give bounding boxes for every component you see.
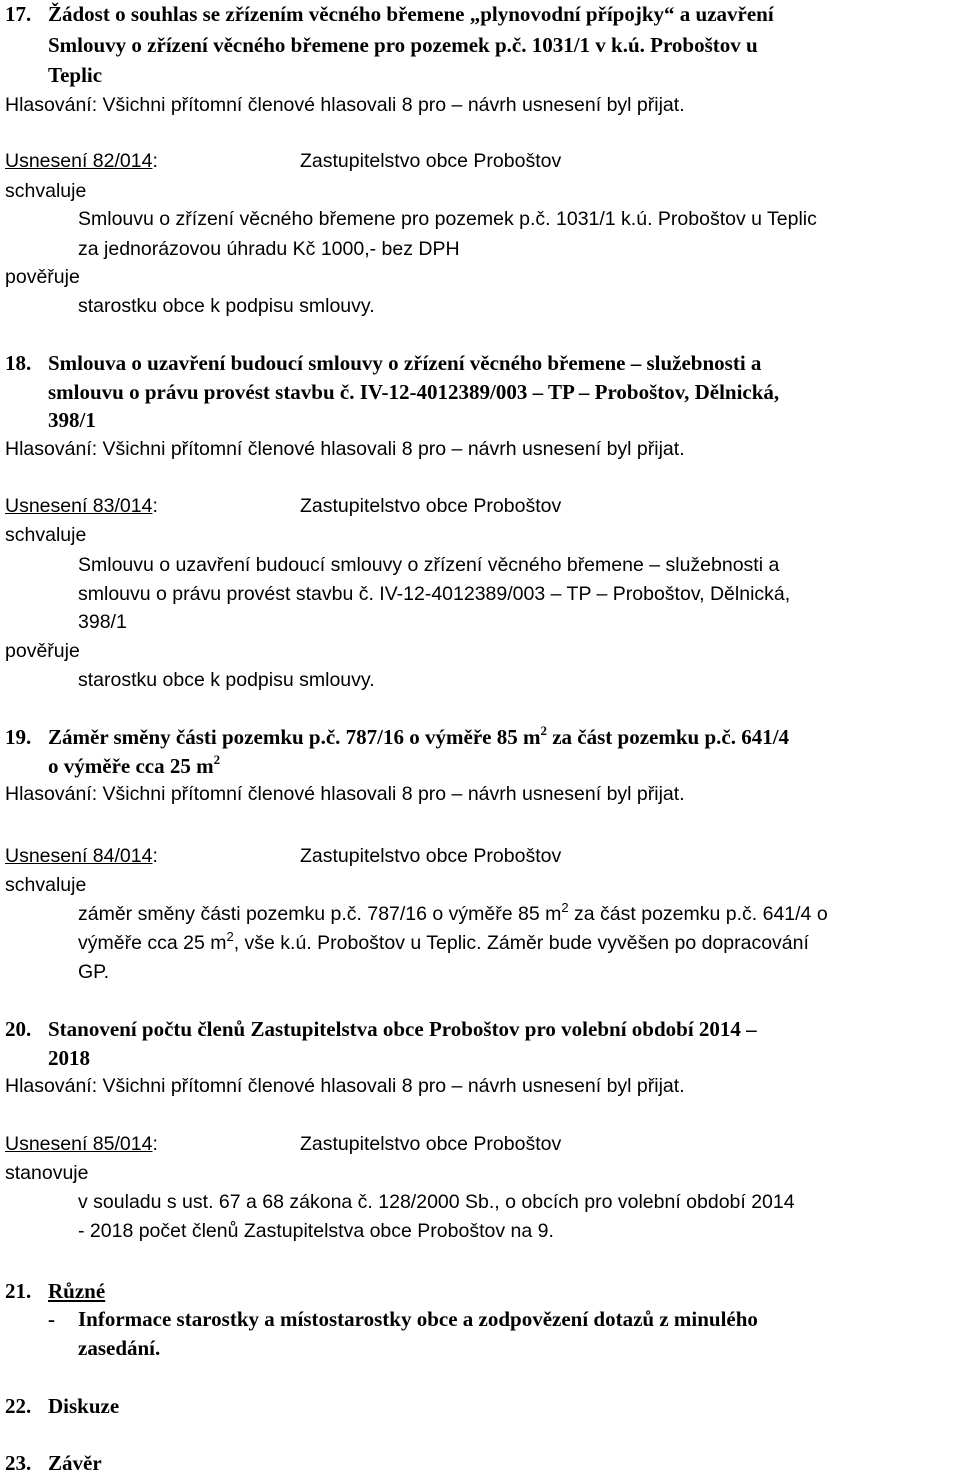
resolution-85-body: Zastupitelstvo obce Proboštov bbox=[300, 1133, 562, 1155]
resolution-84-text-line-3: GP. bbox=[78, 961, 110, 983]
item-19-title-2-sup: 2 bbox=[213, 752, 221, 767]
resolution-85-text-line-2: - 2018 počet členů Zastupitelstva obce Proboštov na 9. bbox=[78, 1220, 554, 1242]
resolution-82-label bbox=[5, 147, 158, 175]
item-19-title-line-1 bbox=[48, 723, 789, 751]
item-21-subitem-line-2: zasedání. bbox=[78, 1336, 161, 1360]
item-18-title-line-2: smlouvu o právu provést stavbu č. IV-12-4012389/003 – TP – Proboštov, Dělnická, bbox=[48, 380, 780, 404]
resolution-85-colon: : bbox=[152, 1133, 158, 1155]
resolution-85-text-line-1: v souladu s ust. 67 a 68 zákona č. 128/2000 Sb., o obcích pro volební období 2014 bbox=[78, 1191, 795, 1213]
item-21-bullet: - bbox=[48, 1307, 55, 1331]
resolution-84-number: Usnesení 84/014 bbox=[5, 845, 153, 867]
item-20-number: 20. bbox=[5, 1017, 32, 1041]
item-17-number: 17. bbox=[5, 2, 32, 26]
resolution-83-number: Usnesení 83/014 bbox=[5, 495, 153, 517]
item-23-number: 23. bbox=[5, 1451, 32, 1475]
item-20-title-line-1: Stanovení počtu členů Zastupitelstva obce Proboštov pro volební období 2014 – bbox=[48, 1017, 757, 1041]
resolution-84-text-line-2 bbox=[78, 929, 809, 957]
resolution-83-text-line-1: Smlouvu o uzavření budoucí smlouvy o zřízení věcného břemene – služebnosti a bbox=[78, 554, 780, 576]
item-20-title-line-2: 2018 bbox=[48, 1046, 90, 1070]
resolution-83-text-line-2: smlouvu o právu provést stavbu č. IV-12-4012389/003 – TP – Proboštov, Dělnická, bbox=[78, 583, 791, 605]
resolution-85-verb-determine: stanovuje bbox=[5, 1162, 89, 1184]
item-21-subitem-line-1: Informace starostky a místostarostky obce a zodpovězení dotazů z minulého bbox=[78, 1307, 758, 1331]
resolution-84-text-1a: záměr směny části pozemku p.č. 787/16 o výměře 85 m bbox=[78, 903, 562, 925]
resolution-84-text-1b: za část pozemku p.č. 641/4 o bbox=[568, 903, 828, 925]
item-18-title-line-1: Smlouva o uzavření budoucí smlouvy o zřízení věcného břemene – služebnosti a bbox=[48, 351, 762, 375]
resolution-82-colon: : bbox=[152, 150, 158, 172]
item-22-title: Diskuze bbox=[48, 1394, 120, 1418]
item-21-title: Různé bbox=[48, 1279, 106, 1303]
item-19-title-1b: za část pozemku p.č. 641/4 bbox=[546, 725, 790, 749]
item-19-title-1a: Záměr směny části pozemku p.č. 787/16 o výměře 85 m bbox=[48, 725, 541, 749]
resolution-83-verb-authorize: pověřuje bbox=[5, 640, 80, 662]
item-19-title-2a: o výměře cca 25 m bbox=[48, 754, 214, 778]
resolution-83-verb-approve: schvaluje bbox=[5, 524, 87, 546]
item-22-number: 22. bbox=[5, 1394, 32, 1418]
resolution-82-verb-authorize: pověřuje bbox=[5, 266, 80, 288]
resolution-82-text-line-1: Smlouvu o zřízení věcného břemene pro pozemek p.č. 1031/1 k.ú. Proboštov u Teplic bbox=[78, 208, 817, 230]
resolution-83-text-line-3: 398/1 bbox=[78, 611, 127, 633]
resolution-84-text-2a: výměře cca 25 m bbox=[78, 932, 227, 954]
resolution-84-text-2-sup: 2 bbox=[226, 928, 234, 944]
item-18-title-line-3: 398/1 bbox=[48, 408, 96, 432]
item-17-title-line-2: Smlouvy o zřízení věcného břemene pro pozemek p.č. 1031/1 v k.ú. Proboštov u bbox=[48, 33, 758, 57]
item-17-title-line-3: Teplic bbox=[48, 63, 103, 87]
item-19-vote: Hlasování: Všichni přítomní členové hlasovali 8 pro – návrh usnesení byl přijat. bbox=[5, 783, 685, 805]
item-18-number: 18. bbox=[5, 351, 32, 375]
item-17-vote: Hlasování: Všichni přítomní členové hlasovali 8 pro – návrh usnesení byl přijat. bbox=[5, 94, 685, 116]
resolution-84-label bbox=[5, 842, 158, 870]
resolution-82-number: Usnesení 82/014 bbox=[5, 150, 153, 172]
item-20-vote: Hlasování: Všichni přítomní členové hlasovali 8 pro – návrh usnesení byl přijat. bbox=[5, 1075, 685, 1097]
resolution-85-number: Usnesení 85/014 bbox=[5, 1133, 153, 1155]
resolution-84-colon: : bbox=[152, 845, 158, 867]
item-19-number: 19. bbox=[5, 725, 32, 749]
item-19-title-1-sup: 2 bbox=[540, 723, 547, 738]
resolution-82-text-line-2: za jednorázovou úhradu Kč 1000,- bez DPH bbox=[78, 238, 460, 260]
item-18-vote: Hlasování: Všichni přítomní členové hlasovali 8 pro – návrh usnesení byl přijat. bbox=[5, 438, 685, 460]
resolution-83-colon: : bbox=[152, 495, 158, 517]
resolution-82-verb-approve: schvaluje bbox=[5, 180, 87, 202]
resolution-84-verb-approve: schvaluje bbox=[5, 874, 87, 896]
resolution-82-authorize-text: starostku obce k podpisu smlouvy. bbox=[78, 295, 375, 317]
resolution-84-body: Zastupitelstvo obce Proboštov bbox=[300, 845, 562, 867]
resolution-83-body: Zastupitelstvo obce Proboštov bbox=[300, 495, 562, 517]
resolution-83-label bbox=[5, 492, 158, 520]
resolution-84-text-1-sup: 2 bbox=[561, 899, 569, 915]
resolution-82-body: Zastupitelstvo obce Proboštov bbox=[300, 150, 562, 172]
resolution-85-label bbox=[5, 1130, 158, 1158]
item-19-title-line-2 bbox=[48, 752, 220, 780]
item-23-title: Závěr bbox=[48, 1451, 102, 1475]
item-17-title-line-1 bbox=[48, 0, 956, 28]
resolution-84-text-2b: , vše k.ú. Proboštov u Teplic. Záměr bude vyvěšen po dopracování bbox=[233, 932, 809, 954]
resolution-83-authorize-text: starostku obce k podpisu smlouvy. bbox=[78, 669, 375, 691]
item-17-title-text-1: Žádost o souhlas se zřízením věcného břemene „plynovodní přípojky“ a uzavření bbox=[48, 2, 774, 26]
item-21-number: 21. bbox=[5, 1279, 32, 1303]
resolution-84-text-line-1 bbox=[78, 900, 828, 928]
